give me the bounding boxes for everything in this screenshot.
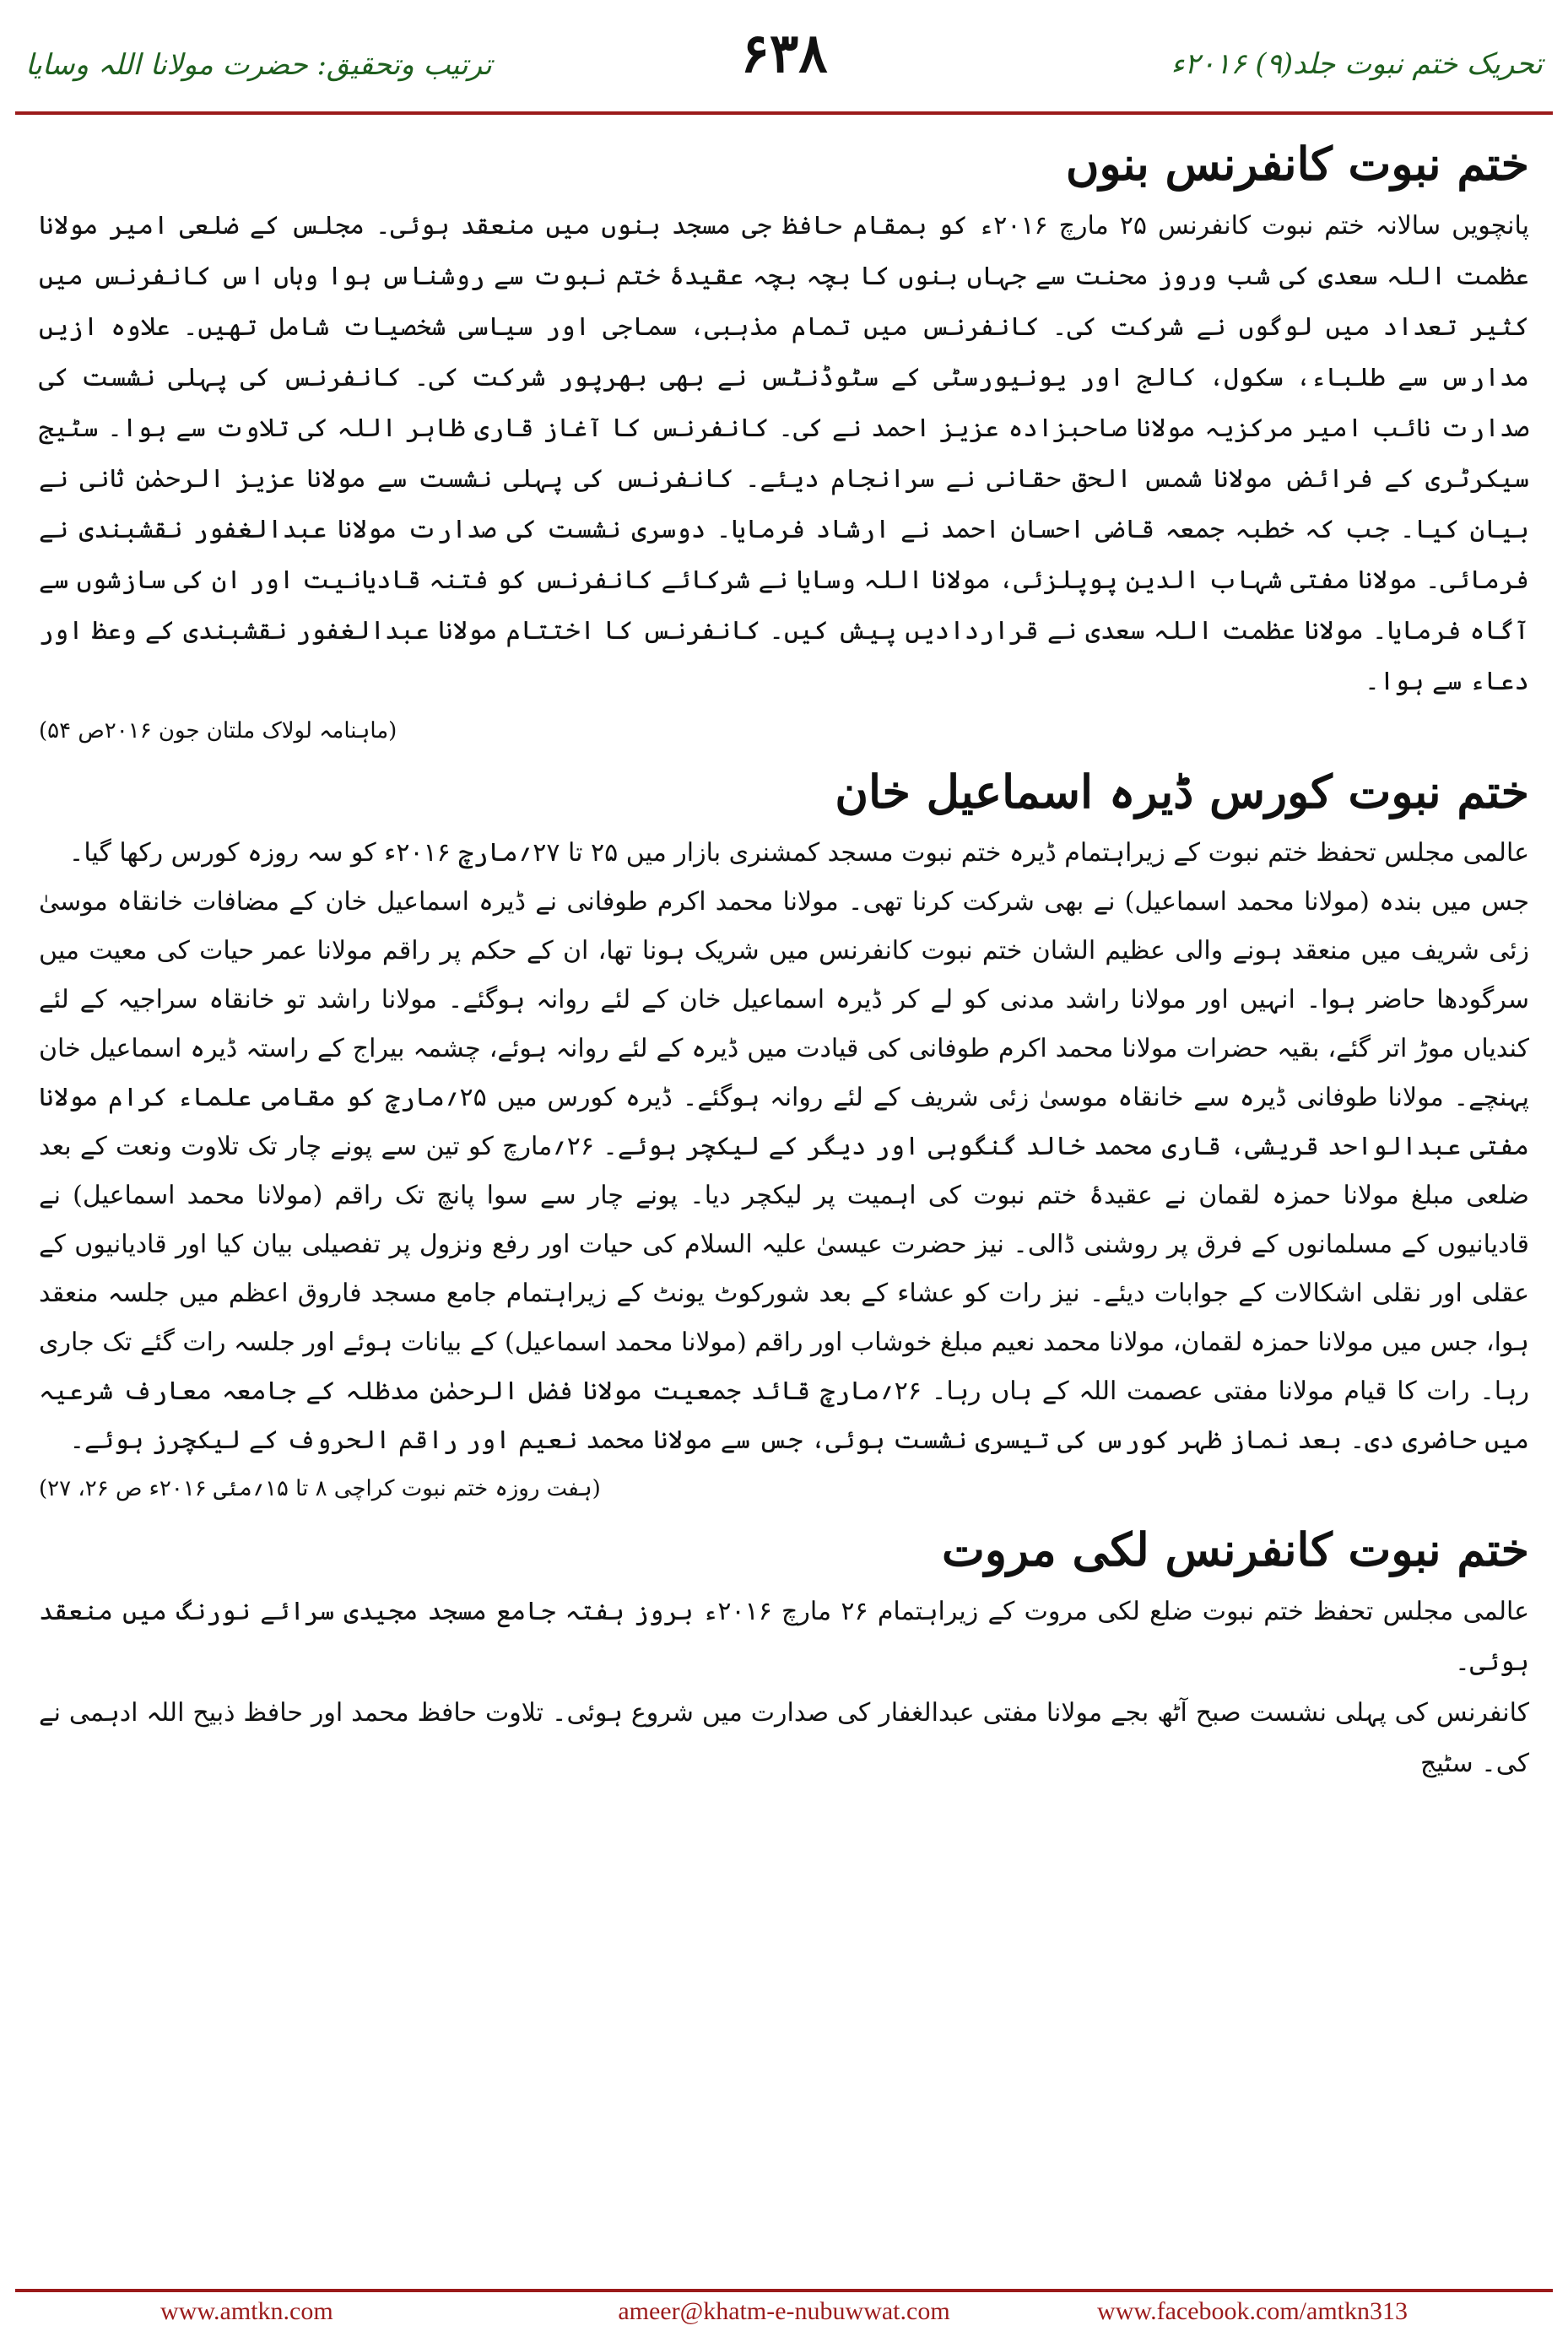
source-reference	[39, 707, 1529, 755]
footer-divider	[15, 2289, 1553, 2292]
compiler-credit: ترتیب وتحقیق: حضرت مولانا اللہ وسایا	[25, 48, 492, 82]
section-title-dera-ismail-khan: ختم نبوت کورس ڈیرہ اسماعیل خان	[835, 765, 1529, 819]
page-footer	[0, 2297, 1568, 2331]
website-link[interactable]: www.amtkn.com	[160, 2297, 333, 2325]
section-title-lakki-marwat: ختم نبوت کانفرنس لکی مروت	[942, 1523, 1529, 1577]
source-reference-text: (ماہنامہ لولاک ملتان جون ۲۰۱۶ص ۵۴)	[39, 718, 397, 744]
page-number: ۶۳۸	[740, 22, 828, 85]
page-header	[25, 15, 1543, 116]
section-paragraph: جس میں بندہ (مولانا محمد اسماعیل) نے بھی شرکت کرنا تھی۔ مولانا محمد اکرم طوفانی نے ڈیرہ اسماعیل خان کے مضافات خانقاہ موسیٰ زئی شریف میں منعقد ہونے والی عظیم الشان ختم نبوت کانفرنس میں شریک ہونا تھا، ان کے حکم پر راقم مولانا عمر حیات کی معیت میں سرگودھا حاضر ہوا۔ انہیں اور مولانا راشد مدنی کو لے کر ڈیرہ اسماعیل خان کے لئے روانہ ہوگئے۔ مولانا راشد تو خانقاہ سراجیہ کے لئے کندیاں موڑ اتر گئے، بقیہ حضرات مولانا محمد اکرم طوفانی کی قیادت میں ڈیرہ کے لئے روانہ ہوئے، چشمہ بیراج کے راستہ ڈیرہ اسماعیل خان پہنچے۔ مولانا طوفانی ڈیرہ سے خانقاہ موسیٰ زئی شریف کے لئے روانہ ہوگئے۔ ڈیرہ کورس میں ۲۵؍مارچ کو مقامی علماء کرام مولانا مفتی عبدالواحد قریشی، قاری محمد خالد گنگوہی اور دیگر کے لیکچر ہوئے۔ ۲۶؍مارچ کو تین سے پونے چار تک تلاوت ونعت کے بعد ضلعی مبلغ مولانا حمزہ لقمان نے عقیدۂ ختم نبوت کی اہمیت پر لیکچر دیا۔ پونے چار سے سوا پانچ تک راقم (مولانا محمد اسماعیل) نے قادیانیوں کے مسلمانوں کے فرق پر روشنی ڈالی۔ نیز حضرت عیسیٰ علیہ السلام کی حیات اور رفع ونزول پر تفصیلی بیان کیا اور قادیانیوں کے عقلی اور نقلی اشکالات کے جوابات دیئے۔ نیز رات کو عشاء کے بعد شورکوٹ یونٹ کے زیراہتمام جامع مسجد فاروق اعظم میں جلسہ منعقد ہوا، جس میں مولانا حمزہ لقمان، مولانا محمد نعیم مبلغ خوشاب اور راقم (مولانا محمد اسماعیل) کے بیانات ہوئے اور جلسہ رات گئے تک جاری رہا۔ رات کا قیام مولانا مفتی عصمت اللہ کے ہاں رہا۔ ۲۶؍مارچ قائد جمعیت مولانا فضل الرحمٰن مدظلہ کے جامعہ معارف شرعیہ میں حاضری دی۔ بعد نماز ظہر کورس کی تیسری نشست ہوئی، جس سے مولانا محمد نعیم اور راقم الحروف کے لیکچرز ہوئے۔	[39, 887, 1530, 1455]
section-paragraph: عالمی مجلس تحفظ ختم نبوت ضلع لکی مروت کے زیراہتمام ۲۶ مارچ ۲۰۱۶ء بروز ہفتہ جامع مسجد مجیدی سرائے نورنگ میں منعقد ہوئی۔	[39, 1597, 1530, 1677]
series-title: تحریک ختم نبوت جلد(۹) ۲۰۱۶ء	[1171, 47, 1543, 81]
source-reference	[39, 1465, 1529, 1512]
section-title-bannu: ختم نبوت کانفرنس بنوں	[1065, 137, 1529, 191]
header-divider	[15, 111, 1553, 115]
source-reference-text: (ہفت روزہ ختم نبوت کراچی ۸ تا ۱۵؍مئی ۲۰۱۶ء ص ۲۶، ۲۷)	[39, 1476, 601, 1501]
email-link[interactable]: ameer@khatm-e-nubuwwat.com	[618, 2297, 950, 2325]
page-body	[39, 127, 1529, 2270]
section-paragraph: کانفرنس کی پہلی نشست صبح آٹھ بجے مولانا مفتی عبدالغفار کی صدارت میں شروع ہوئی۔ تلاوت حافظ محمد اور حافظ ذبیح اللہ ادہمی نے کی۔ سٹیج	[39, 1698, 1529, 1778]
facebook-link[interactable]: www.facebook.com/amtkn313	[1097, 2297, 1408, 2325]
section-paragraph: پانچویں سالانہ ختم نبوت کانفرنس ۲۵ مارچ ۲۰۱۶ء کو بمقام حافظ جی مسجد بنوں میں منعقد ہوئی۔ مجلس کے ضلعی امیر مولانا عظمت اللہ سعدی کی شب وروز محنت سے جہاں بنوں کا بچہ بچہ عقیدۂ ختم نبوت سے روشناس ہوا وہاں اس کانفرنس میں کثیر تعداد میں لوگوں نے شرکت کی۔ کانفرنس میں تمام مذہبی، سماجی اور سیاسی شخصیات شامل تھیں۔ علاوہ ازیں مدارس سے طلباء، سکول، کالج اور یونیورسٹی کے سٹوڈنٹس نے بھی بھرپور شرکت کی۔ کانفرنس کی پہلی نشست کی صدارت نائب امیر مرکزیہ مولانا صاحبزادہ عزیز احمد نے کی۔ کانفرنس کا آغاز قاری ظاہر اللہ کی تلاوت سے ہوا۔ سٹیج سیکرٹری کے فرائض مولانا شمس الحق حقانی نے سرانجام دیئے۔ کانفرنس کی پہلی نشست سے مولانا عزیز الرحمٰن ثانی نے بیان کیا۔ جب کہ خطبہ جمعہ قاضی احسان احمد نے ارشاد فرمایا۔ دوسری نشست کی صدارت مولانا عبدالغفور نقشبندی نے فرمائی۔ مولانا مفتی شہاب الدین پوپلزئی، مولانا اللہ وسایا نے شرکائے کانفرنس کو فتنہ قادیانیت اور ان کی سازشوں سے آگاہ فرمایا۔ مولانا عظمت اللہ سعدی نے قراردادیں پیش کیں۔ کانفرنس کا اختتام مولانا عبدالغفور نقشبندی کے وعظ اور دعاء سے ہوا۔	[39, 211, 1529, 696]
section-paragraph: عالمی مجلس تحفظ ختم نبوت کے زیراہتمام ڈیرہ ختم نبوت مسجد کمشنری بازار میں ۲۵ تا ۲۷؍مارچ ۲۰۱۶ء کو سہ روزہ کورس رکھا گیا۔	[68, 838, 1529, 868]
